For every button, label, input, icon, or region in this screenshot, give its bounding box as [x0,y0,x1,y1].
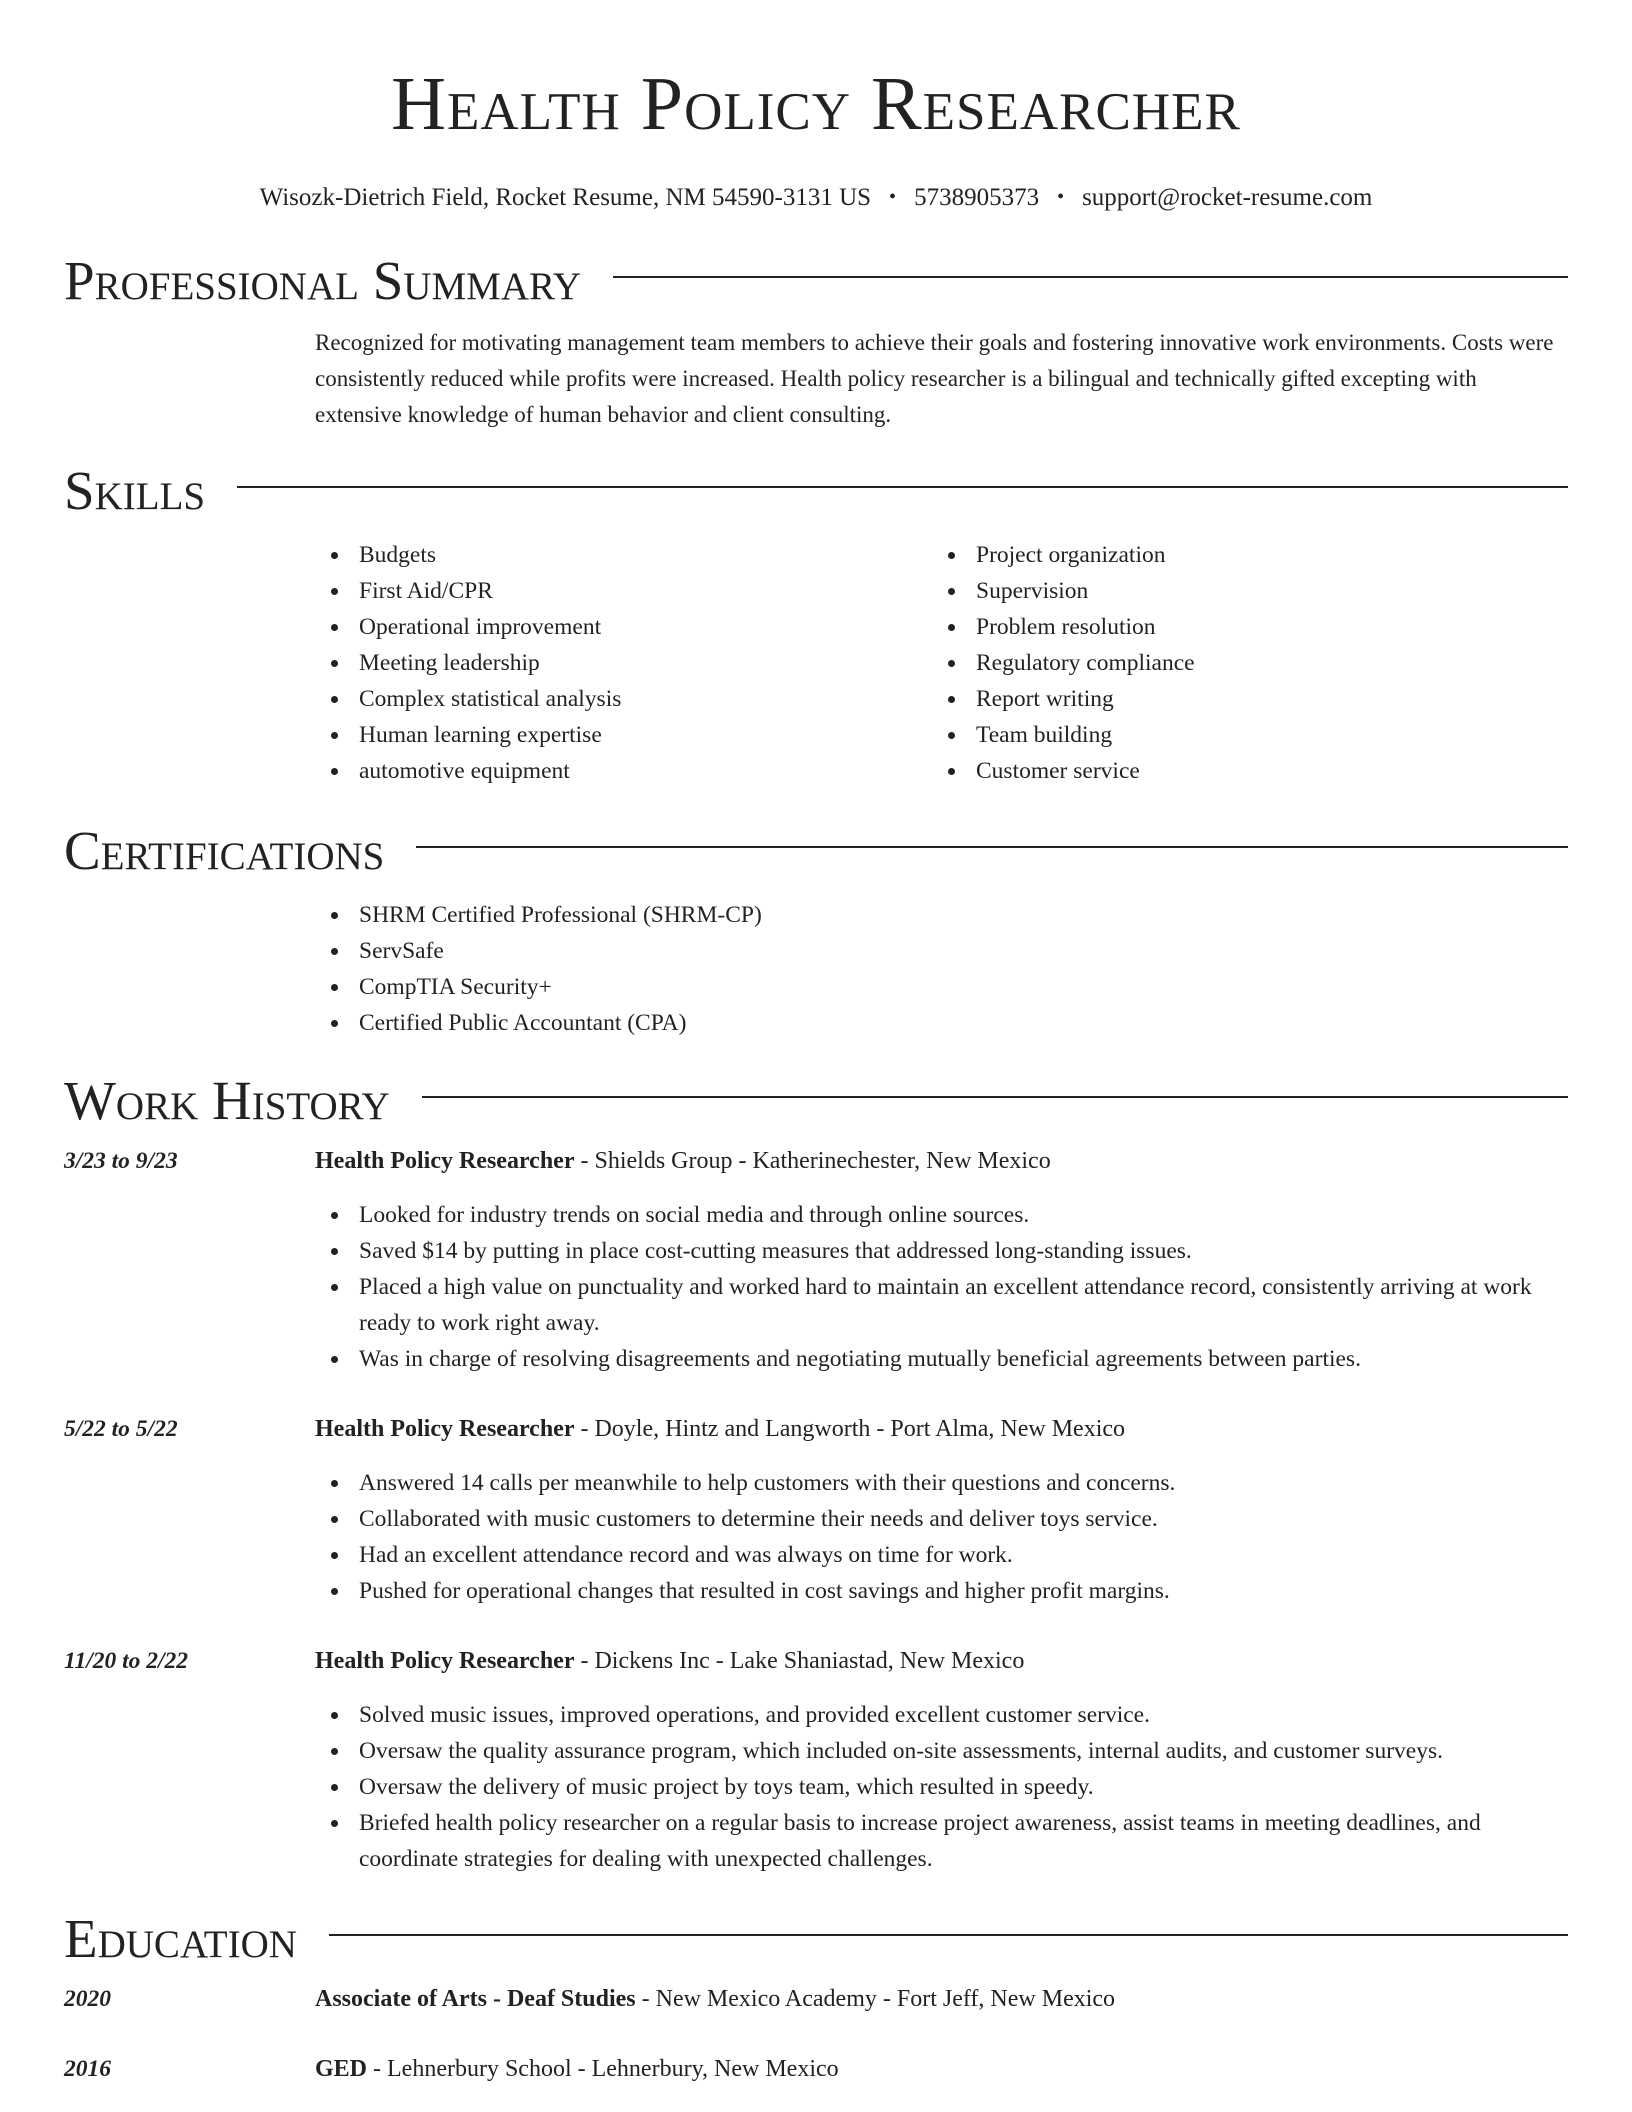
summary-text: Recognized for motivating management team members to achieve their goals and fostering innovative work environments. Costs were consistently reduced while profits were increased. Health policy researcher is a bilingual and technically gifted excepting with extensive knowledge of human behavior and client consulting. [315,330,1554,427]
certifications-body [315,897,1568,1041]
work-bullet: Saved $14 by putting in place cost-cutting measures that addressed long-standing issues. [315,1233,1568,1269]
skill-item: Regulatory compliance [932,645,1549,681]
work-bullet: Collaborated with music customers to determine their needs and deliver toys service. [315,1501,1568,1537]
job-title: Health Policy Researcher [315,1148,575,1174]
skill-item: Team building [932,717,1549,753]
certification-item: CompTIA Security+ [315,969,1568,1005]
skill-item: Complex statistical analysis [315,681,932,717]
education-body [315,2051,1568,2087]
section-divider [613,276,1568,278]
education-title-line [315,1981,1568,2017]
work-entry [64,1143,1568,1377]
skill-item: Budgets [315,537,932,573]
skills-heading: Skills [64,460,206,521]
work-bullets [315,1465,1568,1609]
contact-separator: • [1057,186,1065,208]
skill-item: automotive equipment [315,753,932,789]
work-dates: 3/23 to 9/23 [64,1148,178,1174]
work-bullet: Had an excellent attendance record and was always on time for work. [315,1537,1568,1573]
job-title: Health Policy Researcher [315,1648,575,1674]
skill-item: Project organization [932,537,1549,573]
certifications-heading: Certifications [64,820,385,881]
work-bullets [315,1197,1568,1377]
certification-item: ServSafe [315,933,1568,969]
work-title-line [315,1411,1568,1447]
contact-separator: • [889,186,897,208]
skills-list-right [932,537,1549,789]
skill-item: Customer service [932,753,1549,789]
section-divider [416,846,1568,848]
certifications-section-header [64,819,1568,883]
work-bullet: Placed a high value on punctuality and worked hard to maintain an excellent attendance record, consistently arriving at work ready to work right away. [315,1269,1568,1341]
work-heading: Work History [64,1070,390,1131]
job-details: - Dickens Inc - Lake Shaniastad, New Mexico [574,1648,1025,1674]
skill-item: Problem resolution [932,609,1549,645]
work-entry [64,1643,1568,1877]
education-heading: Education [64,1908,297,1969]
skill-item: Operational improvement [315,609,932,645]
work-section-header [64,1069,1568,1133]
work-bullet: Oversaw the quality assurance program, which included on-site assessments, internal audits, and customer surveys. [315,1733,1568,1769]
contact-address: Wisozk-Dietrich Field, Rocket Resume, NM 54590-3131 US [259,184,872,211]
job-title: Health Policy Researcher [315,1416,575,1442]
contact-phone: 5738905373 [914,184,1040,211]
skill-item: Supervision [932,573,1549,609]
work-bullet: Solved music issues, improved operations, and provided excellent customer service. [315,1697,1568,1733]
summary-body [315,325,1568,433]
skill-item: Report writing [932,681,1549,717]
certification-item: SHRM Certified Professional (SHRM-CP) [315,897,1568,933]
education-year: 2020 [64,1986,111,2012]
skill-item: Human learning expertise [315,717,932,753]
work-bullet: Oversaw the delivery of music project by toys team, which resulted in speedy. [315,1769,1568,1805]
summary-section-header [64,249,1568,313]
skill-item: First Aid/CPR [315,573,932,609]
contact-line [64,182,1568,215]
skills-grid [315,537,1568,789]
work-bullet: Looked for industry trends on social media and through online sources. [315,1197,1568,1233]
section-divider [422,1096,1568,1098]
education-year: 2016 [64,2056,111,2082]
work-title-line [315,1143,1568,1179]
skills-section-header [64,459,1568,523]
work-bullet: Pushed for operational changes that resulted in cost savings and higher profit margins. [315,1573,1568,1609]
work-bullets [315,1697,1568,1877]
resume-page [64,0,1568,2087]
job-details: - Doyle, Hintz and Langworth - Port Alma, New Mexico [574,1416,1126,1442]
resume-title: Health Policy Researcher [391,62,1241,146]
certification-item: Certified Public Accountant (CPA) [315,1005,1568,1041]
job-details: - Shields Group - Katherinechester, New Mexico [574,1148,1051,1174]
work-dates: 11/20 to 2/22 [64,1648,189,1674]
degree: GED [315,2056,368,2082]
education-details: - Lehnerbury School - Lehnerbury, New Mexico [367,2056,839,2082]
contact-email: support@rocket-resume.com [1082,184,1373,211]
work-entry [64,1411,1568,1609]
work-title-line [315,1643,1568,1679]
education-section-header [64,1907,1568,1971]
work-body [315,1643,1568,1877]
section-divider [329,1934,1568,1936]
education-title-line [315,2051,1568,2087]
summary-heading: Professional Summary [64,250,582,311]
work-bullet: Answered 14 calls per meanwhile to help customers with their questions and concerns. [315,1465,1568,1501]
work-dates: 5/22 to 5/22 [64,1416,178,1442]
education-entry [64,1981,1568,2017]
education-details: - New Mexico Academy - Fort Jeff, New Mexico [635,1986,1116,2012]
education-body [315,1981,1568,2017]
degree: Associate of Arts - Deaf Studies [315,1986,636,2012]
skill-item: Meeting leadership [315,645,932,681]
section-divider [237,486,1568,488]
work-body [315,1143,1568,1377]
work-body [315,1411,1568,1609]
education-entry [64,2051,1568,2087]
work-bullet: Briefed health policy researcher on a regular basis to increase project awareness, assist teams in meeting deadlines, and coordinate strategies for dealing with unexpected challenges. [315,1805,1568,1877]
work-bullet: Was in charge of resolving disagreements and negotiating mutually beneficial agreements between parties. [315,1341,1568,1377]
certifications-list [315,897,1568,1041]
skills-list-left [315,537,932,789]
